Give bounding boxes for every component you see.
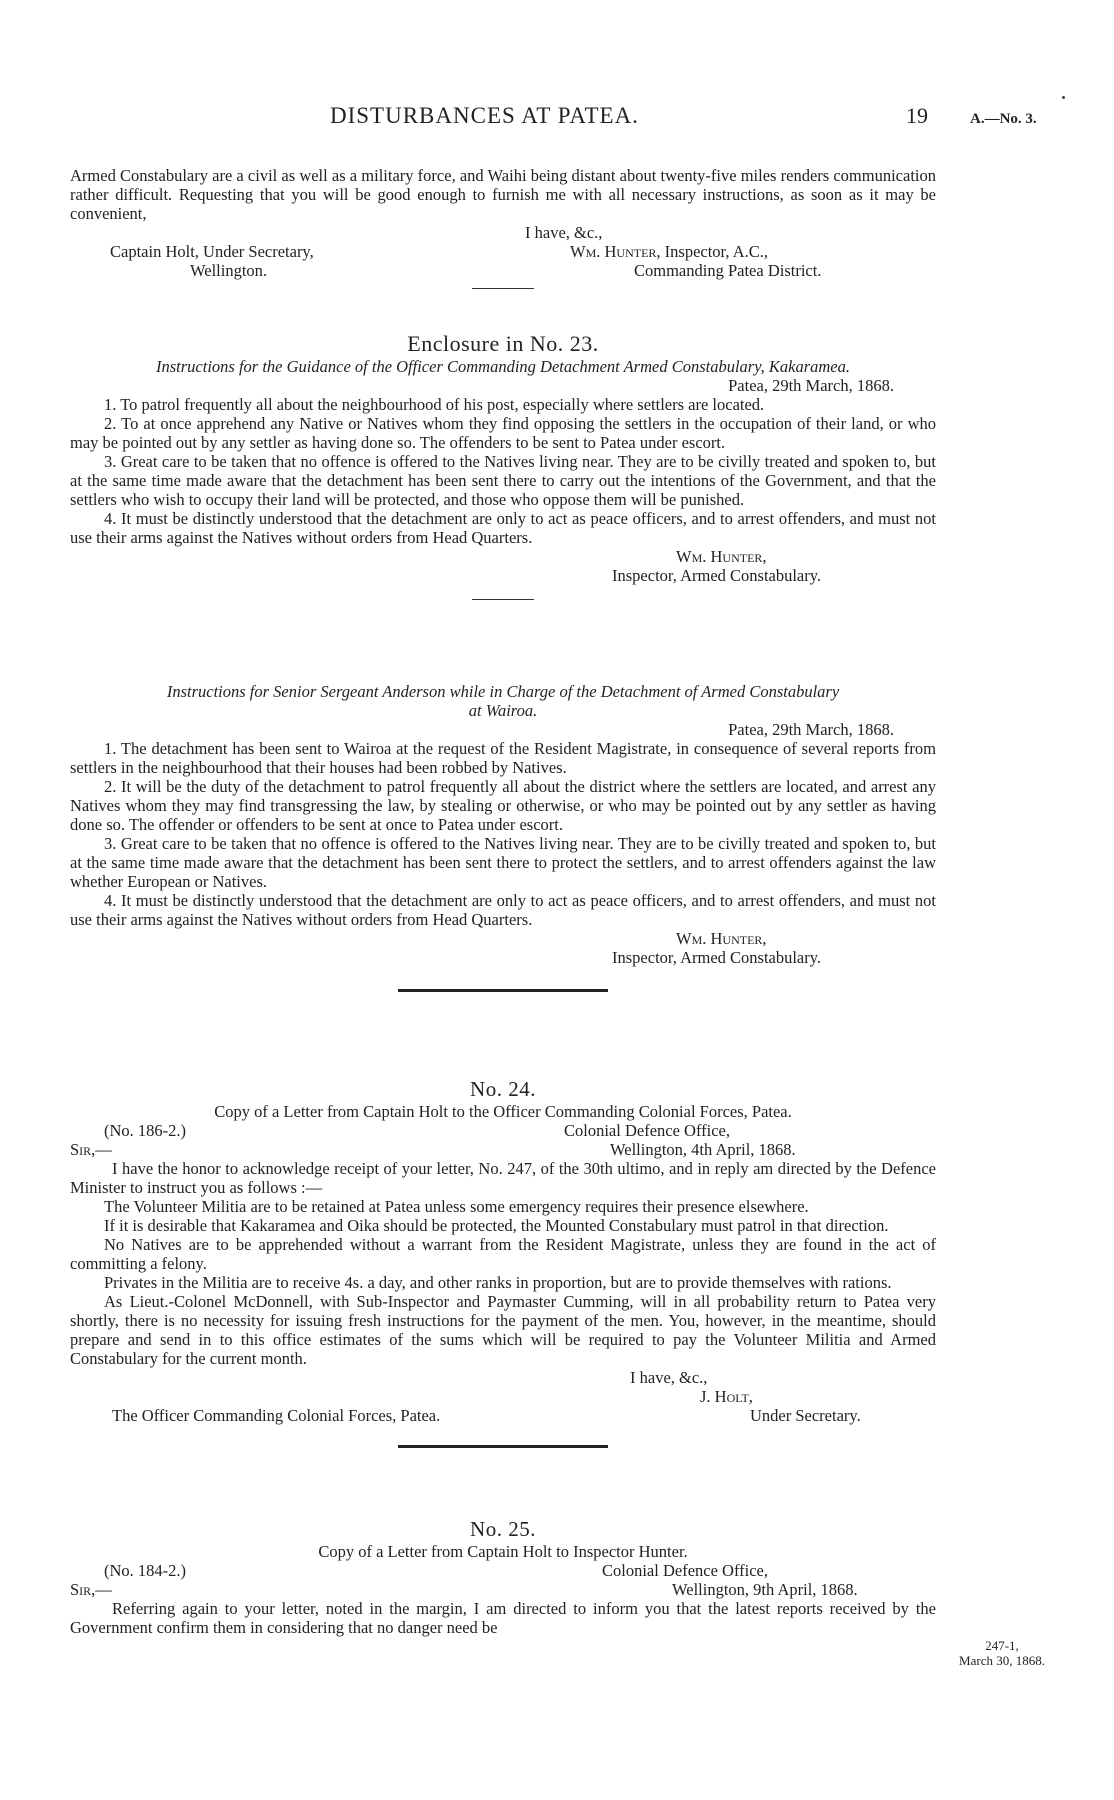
instruction-item: 4. It must be distinctly understood that the detachment are only to act as peace officers, and to arrest offenders, and must not use their arms against the Natives without orders from Head Quarters. <box>70 891 936 929</box>
letter-no-25 <box>70 1514 936 1637</box>
addressee: The Officer Commanding Colonial Forces, Patea. <box>112 1406 441 1425</box>
print-speck <box>1062 96 1065 99</box>
signer-name: Wm. Hunter, <box>570 242 661 261</box>
signer-title: Inspector, Armed Constabulary. <box>612 566 822 585</box>
enclosure-23 <box>70 318 936 608</box>
divider <box>472 599 534 600</box>
signer-name: Wm. Hunter, <box>676 547 767 566</box>
letter-subtitle: Copy of a Letter from Captain Holt to Inspector Hunter. <box>318 1542 688 1561</box>
letter-paragraph: As Lieut.-Colonel McDonnell, with Sub-Inspector and Paymaster Cumming, will in all probability return to Patea very shortly, there is no necessity for issuing fresh instructions for the payment of the men. You, however, in the meantime, should prepare and send in to this office estimates of the sums which will be required to pay the Volunteer Militia and Armed Constabulary for the current month. <box>70 1292 936 1368</box>
signer-title: Under Secretary. <box>750 1406 861 1425</box>
letter-paragraph: If it is desirable that Kakaramea and Oika should be protected, the Mounted Constabulary must patrol in that direction. <box>104 1216 889 1235</box>
instruction-item: 2. It will be the duty of the detachment to patrol frequently all about the district where the settlers are located, and arrest any Natives whom they may find transgressing the law, by stealing or otherwise, or who may be pointed out by any settler as having done so. The offender or offenders to be sent at once to Patea under escort. <box>70 777 936 834</box>
reference-number: (No. 186-2.) <box>104 1121 187 1140</box>
signer-title: Inspector, Armed Constabulary. <box>612 948 822 967</box>
letter-subtitle: Copy of a Letter from Captain Holt to the Officer Commanding Colonial Forces, Patea. <box>214 1102 792 1121</box>
signer-name: Wm. Hunter, <box>676 929 767 948</box>
dateline: Patea, 29th March, 1868. <box>728 376 894 395</box>
office-name: Colonial Defence Office, <box>602 1561 768 1580</box>
letter-paragraph: Privates in the Militia are to receive 4s. a day, and other ranks in proportion, but are to provide themselves with rations. <box>104 1273 892 1292</box>
section-divider <box>398 1445 608 1448</box>
letter-paragraph: Referring again to your letter, noted in the margin, I am directed to inform you that the latest reports received by the Government confirm them in considering that no danger need be <box>70 1599 936 1637</box>
letter-paragraph: No Natives are to be apprehended without a warrant from the Resident Magistrate, unless they are found in the act of committing a felony. <box>70 1235 936 1273</box>
instruction-item: 4. It must be distinctly understood that the detachment are only to act as peace officers, and to arrest offenders, and must not use their arms against the Natives without orders from Head Quarters. <box>70 509 936 547</box>
instruction-item: 1. To patrol frequently all about the neighbourhood of his post, especially where settlers are located. <box>104 395 765 414</box>
margin-note-line-2: March 30, 1868. <box>959 1653 1045 1668</box>
running-title: DISTURBANCES AT PATEA. <box>330 103 639 128</box>
signature-row-2 <box>70 261 936 280</box>
signer-title: Inspector, A.C., <box>664 242 769 261</box>
addressee-line-1: Captain Holt, Under Secretary, <box>110 242 314 261</box>
letter-no-24 <box>70 1074 936 1462</box>
page-header <box>0 103 1114 136</box>
letter-paragraph: The Volunteer Militia are to be retained at Patea unless some emergency requires their presence elsewhere. <box>104 1197 809 1216</box>
addressee-line-2: Wellington. <box>190 261 268 280</box>
closing: I have, &c., <box>525 223 603 242</box>
enclosure-heading: Enclosure in No. 23. <box>407 331 599 356</box>
series-number: A.—No. 3. <box>970 111 1037 127</box>
letter-paragraph: Armed Constabulary are a civil as well as a military force, and Waihi being distant about twenty-five miles renders communication rather difficult. Requesting that you will be good enough to furnish me with all necessary instructions, as soon as it may be convenient, <box>70 166 936 223</box>
enclosure-subtitle: Instructions for the Guidance of the Officer Commanding Detachment Armed Constabulary, Kakaramea. <box>156 357 850 376</box>
instruction-item: 2. To at once apprehend any Native or Natives whom they find opposing the settlers in the occupation of their land, or who may be pointed out by any settler as having done so. The offenders to be sent to Patea under escort. <box>70 414 936 452</box>
section-divider <box>398 989 608 992</box>
page-number: 19 <box>906 103 928 128</box>
letter-number-heading: No. 25. <box>470 1517 536 1541</box>
margin-note-line-1: 247-1, <box>985 1638 1019 1653</box>
signer-name: J. Holt, <box>700 1387 753 1406</box>
letter-paragraph: I have the honor to acknowledge receipt of your letter, No. 247, of the 30th ultimo, and in reply am directed by the Defence Minister to instruct you as follows :— <box>70 1159 936 1197</box>
wairoa-subtitle-line-1: Instructions for Senior Sergeant Anderson while in Charge of the Detachment of Armed Constabulary <box>166 682 840 701</box>
instruction-item: 1. The detachment has been sent to Wairoa at the request of the Resident Magistrate, in consequence of several reports from settlers in the neighbourhood that their houses had been robbed by Natives. <box>70 739 936 777</box>
wairoa-instructions <box>70 682 936 1006</box>
dateline: Wellington, 4th April, 1868. <box>610 1140 796 1159</box>
salutation: Sir,— <box>70 1140 112 1159</box>
closing-row <box>70 223 936 242</box>
reference-number: (No. 184-2.) <box>104 1561 187 1580</box>
letter-continuation <box>70 166 936 297</box>
divider <box>472 288 534 289</box>
salutation: Sir,— <box>70 1580 112 1599</box>
office-name: Colonial Defence Office, <box>564 1121 730 1140</box>
instruction-item: 3. Great care to be taken that no offence is offered to the Natives living near. They are to be civilly treated and spoken to, but at the same time made aware that the detachment has been sent there to protect the settlers, and to arrest offenders against the law whether European or Natives. <box>70 834 936 891</box>
dateline: Wellington, 9th April, 1868. <box>672 1580 858 1599</box>
instruction-item: 3. Great care to be taken that no offence is offered to the Natives living near. They are to be civilly treated and spoken to, but at the same time made aware that the detachment has been sent there to carry out the intentions of the Government, and that the settlers who wish to occupy their land will be protected, and those who oppose them will be punished. <box>70 452 936 509</box>
closing: I have, &c., <box>630 1368 708 1387</box>
wairoa-subtitle-line-2: at Wairoa. <box>468 701 538 720</box>
letter-number-heading: No. 24. <box>470 1077 536 1101</box>
signature-row-1 <box>70 242 936 261</box>
dateline: Patea, 29th March, 1868. <box>728 720 894 739</box>
signer-title-2: Commanding Patea District. <box>634 261 822 280</box>
margin-note <box>942 1638 1062 1668</box>
